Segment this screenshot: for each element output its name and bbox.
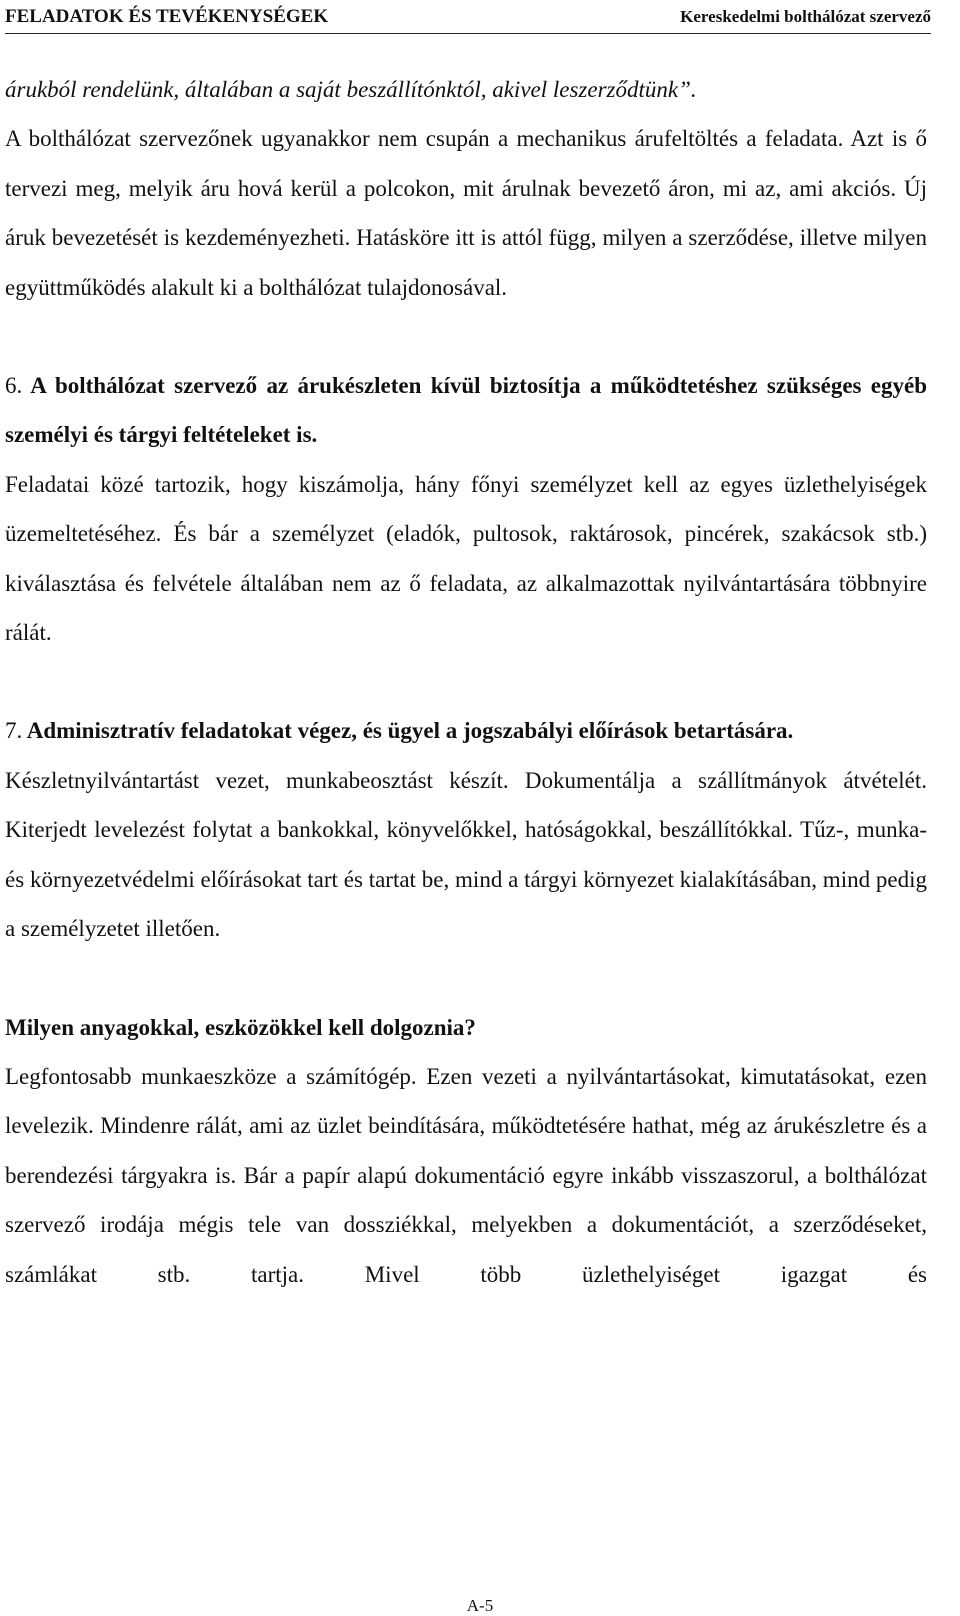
spacer [5, 312, 927, 361]
page-content [5, 65, 927, 1299]
section-6-heading-text: A bolthálózat szervező az árukészleten kívül biztosítja a működtetéshez szükséges egyéb személyi és tárgyi feltételeket is. [5, 373, 927, 448]
spacer [5, 954, 927, 1003]
section-6-number: 6. [5, 373, 23, 399]
section-7-number: 7. [5, 718, 23, 744]
section-6-paragraph: Feladatai közé tartozik, hogy kiszámolja, hány főnyi személyzet kell az egyes üzlethelyiségek üzemeltetéséhez. És bár a személyzet (eladók, pultosok, raktárosok, pincérek, szakácsok stb.) kiválasztása és felvétele általában nem az ő feladata, az alkalmazottak nyilvántartására többnyire rálát. [5, 471, 927, 646]
page-header [5, 0, 931, 34]
materials-paragraph: Legfontosabb munkaeszköze a számítógép. Ezen vezeti a nyilvántartásokat, kimutatásokat, ezen levelezik. Mindenre rálát, ami az üzlet beindítására, működtetésére hathat, még az árukészletre és a berendezési tárgyakra is. Bár a papír alapú dokumentáció egyre inkább visszaszorul, a bolthálózat szervező irodája mégis tele van dossziékkal, melyekben a dokumentációt, a szerződéseket, számlákat stb. tartja. Mivel több üzlethelyiséget igazgat és [5, 1063, 927, 1287]
spacer [5, 657, 927, 706]
intro-paragraph: A bolthálózat szervezőnek ugyanakkor nem csupán a mechanikus árufeltöltés a feladata. Azt is ő tervezi meg, melyik áru hová kerül a polcokon, mit árulnak bevezető áron, mi az, ami akciós. Új áruk bevezetését is kezdeményezheti. Hatásköre itt is attól függ, milyen a szerződése, illetve milyen együttműködés alakult ki a bolthálózat tulajdonosával. [5, 126, 927, 300]
section-7-heading-text: Adminisztratív feladatokat végez, és ügyel a jogszabályi előírások betartására. [26, 718, 794, 744]
page-number: A-5 [466, 1596, 494, 1615]
header-section-title: FELADATOK ÉS TEVÉKENYSÉGEK [5, 5, 329, 27]
section-6-heading [5, 361, 927, 460]
header-document-title: Kereskedelmi bolthálózat szervező [680, 6, 931, 26]
section-7-paragraph: Készletnyilvántartást vezet, munkabeosztást készít. Dokumentálja a szállítmányok átvételét. Kiterjedt levelezést folytat a bankokkal, könyvelőkkel, hatóságokkal, beszállítókkal. Tűz-, munka- és környezetvédelmi előírásokat tart és tartat be, mind a tárgyi környezet kialakításában, mind pedig a személyzetet illetően. [5, 767, 927, 942]
materials-heading: Milyen anyagokkal, eszközökkel kell dolgoznia? [5, 1014, 476, 1040]
section-7-heading [5, 706, 927, 755]
intro-quote-line: árukból rendelünk, általában a saját beszállítónktól, akivel leszerződtünk”. [5, 77, 697, 102]
